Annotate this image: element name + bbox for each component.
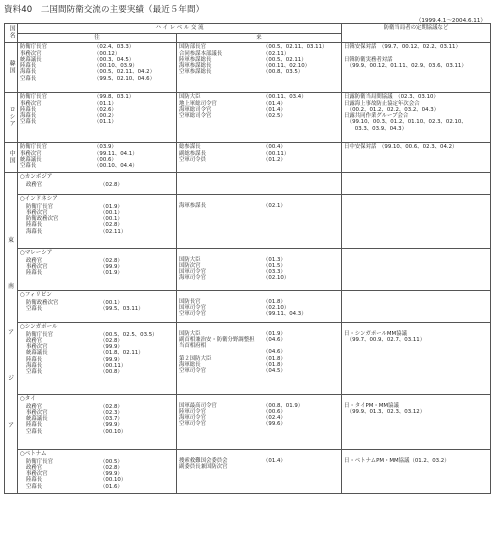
inbound-dates: （02.10）: [263, 304, 290, 311]
inbound-role: 副総参謀長: [179, 150, 206, 157]
outbound-list: [20, 204, 174, 235]
dialogue-spacer: [344, 196, 488, 202]
sea-country-name: ○タイ: [20, 396, 36, 403]
region-char: ア: [7, 421, 14, 429]
outbound-dates: （00.8）: [100, 369, 123, 376]
outbound-role: 空幕長: [20, 119, 37, 126]
dialogue-line: 日・シンガポールMM協議: [344, 330, 407, 337]
inbound-role: 国軍最高司令官: [179, 402, 217, 409]
region-name: [5, 173, 18, 494]
country-name: [5, 93, 18, 143]
outbound-dates: （01.9）: [100, 203, 123, 210]
country-row: [5, 43, 491, 93]
inbound-cell: [177, 249, 342, 291]
outbound-dates: （01.8、02.11）: [100, 350, 144, 357]
inbound-dates: （00.6）: [263, 408, 286, 415]
outbound-cell: [18, 43, 177, 93]
dialogue-list: [344, 94, 488, 132]
country-label: ロシア: [8, 106, 16, 128]
inbound-list: [179, 94, 339, 119]
inbound-dates: （02.5）: [263, 113, 286, 120]
sea-country-row: [5, 323, 491, 395]
outbound-dates: （02.6）: [94, 106, 117, 113]
inbound-list: [179, 331, 339, 375]
sea-country-name: ○マレーシア: [20, 250, 53, 257]
outbound-dates: （99.9）: [100, 422, 123, 429]
inbound-list: [179, 44, 339, 75]
sea-country-row: [5, 195, 491, 249]
inbound-role: 海軍司令官: [179, 275, 206, 282]
outbound-role: 防衛庁長官: [26, 331, 53, 338]
dialogue-cell: [342, 173, 491, 195]
dialogue-line: （00.2、01.2、02.2、03.2、04.3）: [344, 106, 440, 113]
sea-country-row: [5, 450, 491, 494]
inbound-dates: （00.8、01.9）: [263, 402, 304, 409]
outbound-dates: （01.1）: [94, 100, 117, 107]
outbound-dates: （99.9）: [100, 263, 123, 270]
outbound-role: 事務次官: [26, 263, 48, 270]
outbound-dates: （02.8）: [100, 403, 123, 410]
page-title: 資料40 二国間防衛交流の主要実績（最近５年間）: [4, 5, 205, 15]
inbound-dates: （01.8）: [263, 355, 286, 362]
outbound-role: 海幕長: [20, 113, 37, 120]
country-label: 中国: [8, 149, 16, 164]
outbound-list: [20, 300, 174, 313]
outbound-dates: （02.11）: [100, 228, 127, 235]
outbound-list: [20, 459, 174, 490]
sea-country-row: [5, 291, 491, 323]
outbound-role: 防衛庁長官: [26, 458, 53, 465]
inbound-role: 第２国防大臣: [179, 355, 212, 362]
outbound-dates: （00.10）: [100, 477, 127, 484]
dialogue-cell: [342, 143, 491, 173]
dialogue-list: [344, 144, 488, 150]
inbound-cell: [177, 43, 342, 93]
sea-country-name: ○シンガポール: [20, 324, 58, 331]
inbound-dates: （02.11）: [263, 50, 290, 57]
inbound-dates: （04.6）: [263, 349, 286, 356]
dialogue-cell: [342, 249, 491, 291]
inbound-dates: （01.8）: [263, 362, 286, 369]
dialogue-spacer: [344, 292, 488, 298]
inbound-role: 海軍総長: [179, 362, 201, 369]
outbound-list: [20, 44, 174, 82]
outbound-dates: （00.1）: [100, 299, 123, 306]
outbound-dates: （99.9）: [100, 356, 123, 363]
outbound-role: 統幕議長: [20, 56, 42, 63]
inbound-role: 空軍総司令官: [179, 113, 212, 120]
dialogue-cell: [342, 195, 491, 249]
outbound-dates: （00.10、03.9）: [94, 63, 138, 70]
inbound-cell: [177, 323, 342, 395]
inbound-cell: [177, 195, 342, 249]
inbound-dates: （00.11、03.4）: [263, 94, 307, 101]
period-note: （1999.4.1〜2004.6.11）: [415, 18, 486, 24]
outbound-role: 政務官: [26, 337, 43, 344]
outbound-dates: （99.11、04.1）: [94, 150, 138, 157]
dialogue-line: 日韓防衛実務者対話: [344, 56, 393, 63]
inbound-list: [179, 203, 339, 209]
outbound-dates: （99.8、03.1）: [94, 94, 135, 101]
outbound-role: 海幕長: [26, 228, 43, 235]
outbound-role: 事務次官: [26, 209, 48, 216]
inbound-role: 国防部長官: [179, 44, 206, 51]
outbound-dates: （00.12）: [94, 50, 121, 57]
dialogue-line: 日中安保対話 （99.10、00.6、02.3、04.2）: [344, 144, 458, 151]
outbound-dates: （00.1）: [100, 216, 123, 223]
outbound-role: 空幕長: [26, 305, 43, 312]
dialogue-line: 03.3、03.9、04.3）: [344, 125, 407, 132]
dialogue-cell: [342, 43, 491, 93]
dialogue-spacer: [344, 174, 488, 180]
country-name: [5, 43, 18, 93]
outbound-role: 陸幕長: [20, 63, 37, 70]
dialogue-list: [344, 403, 488, 416]
outbound-dates: （99.5、02.10、04.6）: [94, 75, 156, 82]
inbound-role: 空軍司令員: [179, 156, 206, 163]
outbound-role: 陸幕長: [26, 270, 43, 277]
sea-country-name: ○インドネシア: [20, 196, 58, 203]
dialogue-cell: [342, 450, 491, 494]
inbound-role: 海軍参謀総長: [179, 63, 212, 70]
outbound-role: 防衛庁長官: [26, 203, 53, 210]
outbound-role: 陸幕長: [26, 422, 43, 429]
inbound-role: 空軍司令官: [179, 368, 206, 375]
dialogue-spacer: [344, 250, 488, 256]
inbound-dates: （02.1）: [263, 202, 286, 209]
header-dialogue: 防衛当局者の定期協議など: [342, 24, 491, 43]
sea-country-name: ○ベトナム: [20, 451, 47, 458]
dialogue-line: （99.9、01.3、02.3、03.12）: [344, 408, 426, 415]
dialogue-list: [344, 458, 488, 464]
inbound-dates: （02.4）: [263, 415, 286, 422]
dialogue-line: 日露防衛当局間協議 （02.3、03.10）: [344, 94, 439, 101]
outbound-cell: [18, 395, 177, 450]
inbound-cell: [177, 450, 342, 494]
outbound-dates: （02.8）: [100, 257, 123, 264]
outbound-cell: [18, 323, 177, 395]
dialogue-line: 日露共同作業グループ会合: [344, 113, 409, 120]
sea-country-row: [5, 395, 491, 450]
inbound-dates: （00.5、02.11、03.11）: [263, 44, 328, 51]
outbound-dates: （02.8）: [100, 337, 123, 344]
outbound-list: [20, 94, 174, 125]
inbound-role: 国防大臣: [179, 330, 201, 337]
outbound-dates: （99.5、03.11）: [100, 305, 144, 312]
inbound-dates: （00.11、02.10）: [263, 63, 311, 70]
outbound-cell: [18, 450, 177, 494]
inbound-role: 海軍総司令官: [179, 106, 212, 113]
outbound-role: 統幕議長: [26, 350, 48, 357]
header-inbound: 来: [177, 33, 342, 43]
inbound-dates: （00.5、02.11）: [263, 56, 307, 63]
inbound-role: 合同参謀本部議長: [179, 50, 223, 57]
inbound-list: [179, 458, 339, 471]
country-name: [5, 143, 18, 173]
inbound-dates: （01.4）: [263, 457, 286, 464]
inbound-dates: （04.6）: [263, 336, 286, 343]
outbound-dates: （02.4、03.3）: [94, 44, 135, 51]
dialogue-cell: [342, 291, 491, 323]
inbound-role: 国軍司令官: [179, 304, 206, 311]
dialogue-line: 日・ベトナムPM・MM協議（01.2、03.2）: [344, 457, 450, 464]
outbound-role: 防衛庁長官: [20, 144, 47, 151]
outbound-cell: [18, 173, 177, 195]
outbound-role: 空幕長: [26, 428, 43, 435]
dialogue-line: 日露海上事故防止協定年次会合: [344, 100, 420, 107]
inbound-role: 国防大臣: [179, 256, 201, 263]
inbound-role: 捜索救難国会委員会: [179, 457, 228, 464]
inbound-dates: （01.2）: [263, 156, 286, 163]
outbound-dates: （00.10、04.4）: [94, 163, 138, 170]
outbound-list: [20, 144, 174, 169]
outbound-role: 事務次官: [26, 471, 48, 478]
region-char: ジ: [7, 375, 14, 383]
outbound-role: 事務次官: [20, 100, 42, 107]
inbound-role: 国軍司令官: [179, 269, 206, 276]
outbound-dates: （02.8）: [100, 464, 123, 471]
dialogue-cell: [342, 395, 491, 450]
outbound-list: [20, 182, 174, 188]
outbound-dates: （99.9）: [100, 471, 123, 478]
outbound-role: 防衛庁長官: [20, 44, 47, 51]
inbound-cell: [177, 395, 342, 450]
outbound-cell: [18, 143, 177, 173]
inbound-dates: （99.6）: [263, 421, 286, 428]
inbound-dates: （01.4）: [263, 100, 286, 107]
inbound-spacer: [179, 174, 339, 180]
inbound-dates: （00.8、03.5）: [263, 69, 304, 76]
outbound-dates: （00.5、02.11、04.2）: [94, 69, 156, 76]
outbound-role: 防衛政務次官: [26, 216, 59, 223]
outbound-dates: （00.6）: [94, 156, 117, 163]
outbound-role: 海幕長: [26, 363, 43, 370]
region-char: 南: [7, 282, 14, 290]
dialogue-line: （99.9、00.12、01.11、02.9、03.6、03.11）: [344, 63, 467, 70]
outbound-role: 政務官: [26, 403, 43, 410]
outbound-role: 空幕長: [20, 75, 37, 82]
inbound-dates: （01.5）: [263, 262, 286, 269]
outbound-dates: （02.8）: [100, 181, 123, 188]
inbound-dates: （01.8）: [263, 298, 286, 305]
sea-country-name: ○フィリピン: [20, 292, 52, 299]
inbound-dates: （03.3）: [263, 269, 286, 276]
inbound-cell: [177, 291, 342, 323]
dialogue-line: 日・タイPM・MM協議: [344, 402, 399, 409]
exchange-table: [4, 23, 491, 494]
inbound-dates: （01.3）: [263, 256, 286, 263]
inbound-dates: [263, 464, 339, 470]
inbound-role: 陸軍参謀総長: [179, 56, 212, 63]
inbound-list: [179, 299, 339, 318]
outbound-role: 政務官: [26, 464, 43, 471]
outbound-dates: （00.1）: [100, 209, 123, 216]
outbound-role: 空幕長: [26, 369, 43, 376]
outbound-role: 防衛庁長官: [20, 94, 47, 101]
region-label: [7, 238, 15, 429]
inbound-list: [179, 403, 339, 428]
outbound-role: 統幕議長: [20, 156, 42, 163]
inbound-role: 地上軍総司令官: [179, 100, 217, 107]
inbound-role: 空軍司令官: [179, 311, 206, 318]
outbound-role: 陸幕長: [20, 106, 37, 113]
header-country: 国名: [5, 24, 18, 43]
outbound-cell: [18, 249, 177, 291]
outbound-role: 政務官: [26, 181, 43, 188]
outbound-role: 統幕議長: [26, 416, 48, 423]
outbound-role: 事務次官: [26, 409, 48, 416]
outbound-role: 政務官: [26, 257, 43, 264]
outbound-dates: （00.5）: [100, 458, 123, 465]
inbound-list: [179, 257, 339, 282]
sea-country-row: [5, 173, 491, 195]
outbound-dates: （01.6）: [100, 483, 123, 490]
inbound-dates: （00.11）: [263, 150, 290, 157]
inbound-dates: （99.11、04.3）: [263, 311, 307, 318]
outbound-role: 事務次官: [20, 150, 42, 157]
outbound-dates: （03.9）: [94, 144, 117, 151]
inbound-cell: [177, 173, 342, 195]
outbound-dates: （00.3、04.5）: [94, 56, 135, 63]
dialogue-line: （99.7、00.9、02.7、03.11）: [344, 336, 426, 343]
country-label: 韓国: [8, 59, 16, 74]
inbound-dates: （01.9）: [263, 330, 286, 337]
region-char: ア: [7, 329, 14, 337]
outbound-dates: （00.2）: [94, 113, 117, 120]
outbound-dates: （01.9）: [100, 270, 123, 277]
outbound-dates: （00.5、02.5、03.5）: [100, 331, 158, 338]
inbound-cell: [177, 143, 342, 173]
inbound-role: 国防大臣: [179, 94, 201, 101]
outbound-cell: [18, 291, 177, 323]
outbound-dates: （00.10）: [100, 428, 127, 435]
inbound-role: 空軍司令官: [179, 421, 206, 428]
outbound-cell: [18, 195, 177, 249]
outbound-list: [20, 332, 174, 376]
outbound-role: 海幕長: [20, 69, 37, 76]
inbound-role: 国防次官: [179, 262, 201, 269]
dialogue-line: （99.10、00.3、01.2、01.10、02.3、02.10、: [344, 119, 467, 126]
dialogue-list: [344, 331, 488, 344]
header-outbound: 往: [18, 33, 177, 43]
inbound-list: [179, 144, 339, 163]
inbound-role: 海軍司令官: [179, 415, 206, 422]
outbound-role: 事務次官: [26, 344, 48, 351]
inbound-role: 副委員長兼国防次官: [179, 463, 228, 470]
inbound-role: 海軍参謀長: [179, 202, 206, 209]
country-row: [5, 143, 491, 173]
outbound-role: 陸幕長: [26, 356, 43, 363]
inbound-role: 国防長官: [179, 298, 201, 305]
inbound-dates: （00.4）: [263, 144, 286, 151]
inbound-dates: （04.5）: [263, 368, 286, 375]
sea-country-name: ○カンボジア: [20, 174, 53, 181]
outbound-dates: （99.9）: [100, 344, 123, 351]
dialogue-line: 日韓安保対話 （99.7、00.12、02.2、03.11）: [344, 44, 461, 51]
outbound-role: 事務次官: [20, 50, 42, 57]
outbound-cell: [18, 93, 177, 143]
outbound-list: [20, 404, 174, 435]
outbound-list: [20, 258, 174, 277]
outbound-dates: （01.1）: [94, 119, 117, 126]
dialogue-cell: [342, 93, 491, 143]
dialogue-cell: [342, 323, 491, 395]
outbound-role: 陸幕長: [26, 222, 43, 229]
outbound-dates: （02.8）: [100, 222, 123, 229]
inbound-dates: （01.4）: [263, 106, 286, 113]
inbound-role: 総参謀長: [179, 144, 201, 151]
outbound-role: 防衛政務次官: [26, 299, 59, 306]
outbound-dates: （03.7）: [100, 416, 123, 423]
outbound-role: 陸幕長: [26, 477, 43, 484]
header-high-level: ハ イ レ ベ ル 交 流: [18, 24, 342, 34]
inbound-cell: [177, 93, 342, 143]
sea-country-row: [5, 249, 491, 291]
outbound-dates: （00.11）: [100, 363, 127, 370]
inbound-role: 副首相兼治安・防衛分野調整担当首相府相: [179, 336, 255, 350]
outbound-dates: （02.3）: [100, 409, 123, 416]
region-char: 東: [7, 236, 14, 244]
country-row: [5, 93, 491, 143]
inbound-role: 空軍参謀総長: [179, 69, 212, 76]
dialogue-list: [344, 44, 488, 69]
outbound-role: 空幕長: [26, 483, 43, 490]
inbound-role: 陸軍司令官: [179, 408, 206, 415]
inbound-dates: （02.10）: [263, 275, 290, 282]
outbound-role: 空幕長: [20, 163, 37, 170]
